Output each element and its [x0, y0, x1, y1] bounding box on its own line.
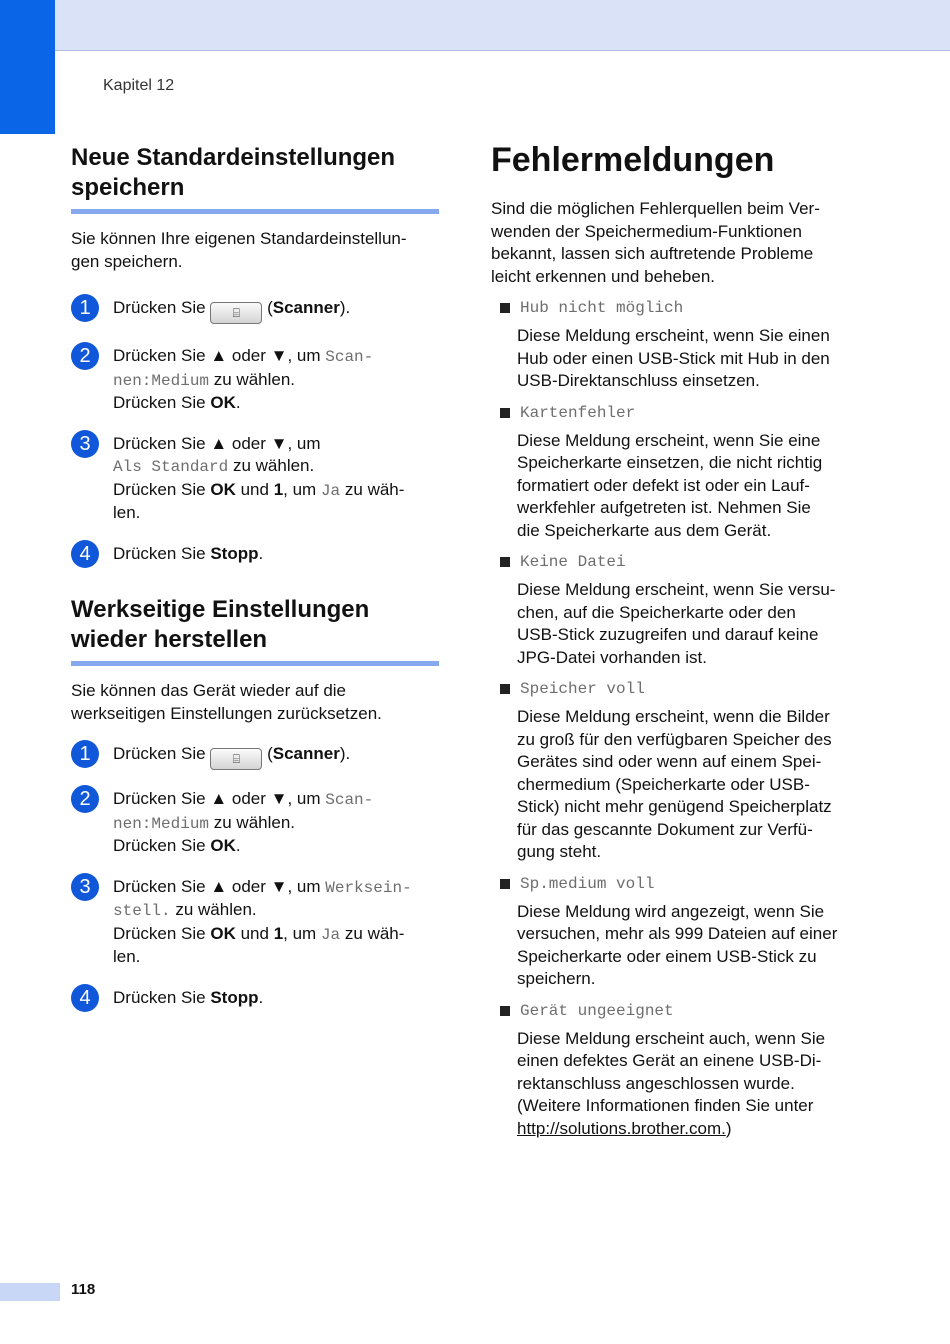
step-number-badge: 1	[71, 740, 99, 768]
error-code-row	[491, 296, 871, 320]
square-bullet-icon	[500, 557, 510, 567]
step-number-badge: 1	[71, 294, 99, 322]
footer-bar	[0, 1283, 60, 1301]
error-code: Gerät ungeeignet	[520, 1001, 674, 1020]
step-4: 4 Drücken Sie Stopp.	[71, 987, 439, 1010]
error-code: Speicher voll	[520, 680, 645, 698]
chapter-label: Kapitel 12	[103, 77, 175, 94]
error-code: Sp.medium voll	[520, 874, 655, 893]
section-save-defaults	[71, 143, 439, 565]
error-description: Diese Meldung erscheint auch, wenn Sie einen defektes Gerät an einene USB-Di- rektanschluss angeschlossen wurde. (Weitere Informationen finden Sie unter http://solutions.brother.com.)	[517, 1028, 826, 1138]
error-code: Keine Datei	[520, 553, 626, 571]
error-description: Diese Meldung wird angezeigt, wenn Sie versuchen, mehr als 999 Dateien auf einer Speicherkarte oder einem USB-Stick zu speichern.	[517, 901, 838, 988]
step-4: 4 Drücken Sie Stopp.	[71, 543, 439, 566]
section-intro: Sie können das Gerät wieder auf die werkseitigen Einstellungen zurücksetzen.	[71, 681, 382, 723]
step-number-badge: 2	[71, 785, 99, 813]
section-intro: Sie können Ihre eigenen Standardeinstellun- gen speichern.	[71, 229, 407, 271]
error-code: Hub nicht möglich	[520, 299, 684, 317]
step-3: 3 Drücken Sie ▲ oder ▼, um Als Standard zu wählen. Drücken Sie OK und 1, um Ja zu wäh- len.	[71, 433, 439, 525]
square-bullet-icon	[500, 408, 510, 418]
left-column	[71, 143, 439, 1009]
square-bullet-icon	[500, 879, 510, 889]
section-rule	[71, 209, 439, 214]
error-code-row	[491, 677, 871, 701]
error-item	[491, 999, 871, 1141]
error-description: Diese Meldung erscheint, wenn die Bilder zu groß für den verfügbaren Speicher des Gerätes sind oder wenn auf einem Spei- chermedium (Speicherkarte oder USB- Stick) nicht mehr genügend Speicherplatz für das gescannte Dokument zur Verfü- gung steht.	[517, 707, 832, 861]
chapter-tab	[0, 0, 55, 134]
support-link[interactable]: http://solutions.brother.com.	[517, 1118, 726, 1138]
section-factory-reset	[71, 595, 439, 1009]
step-1: 1 Drücken Sie ⌸ (Scanner).	[71, 743, 439, 770]
square-bullet-icon	[500, 684, 510, 694]
error-item	[491, 872, 871, 991]
error-item	[491, 296, 871, 393]
square-bullet-icon	[500, 303, 510, 313]
right-column	[491, 140, 871, 1140]
error-code-row	[491, 550, 871, 574]
step-2: 2 Drücken Sie ▲ oder ▼, um Scan- nen:Medium zu wählen. Drücken Sie OK.	[71, 345, 439, 415]
step-number-badge: 4	[71, 984, 99, 1012]
error-code-row	[491, 999, 871, 1023]
error-item	[491, 401, 871, 543]
square-bullet-icon	[500, 1006, 510, 1016]
error-code-row	[491, 401, 871, 425]
step-number-badge: 3	[71, 873, 99, 901]
error-description: Diese Meldung erscheint, wenn Sie einen Hub oder einen USB-Stick mit Hub in den USB-Direktanschluss einsetzen.	[517, 326, 830, 390]
scanner-key-icon: ⌸	[210, 748, 262, 770]
section-rule	[71, 661, 439, 666]
section-title: Werkseitige Einstellungen wieder herstellen	[71, 596, 370, 653]
page-number: 118	[71, 1281, 96, 1298]
step-2: 2 Drücken Sie ▲ oder ▼, um Scan- nen:Medium zu wählen. Drücken Sie OK.	[71, 788, 439, 858]
step-1: 1 Drücken Sie ⌸ (Scanner).	[71, 297, 439, 324]
errors-title: Fehlermeldungen	[491, 141, 775, 179]
step-number-badge: 3	[71, 430, 99, 458]
errors-intro: Sind die möglichen Fehlerquellen beim Ver- wenden der Speichermedium-Funktionen bekannt, lassen sich auftretende Probleme leicht erkennen und beheben.	[491, 199, 820, 286]
step-number-badge: 4	[71, 540, 99, 568]
error-code-row	[491, 872, 871, 896]
error-item	[491, 677, 871, 864]
step-3: 3 Drücken Sie ▲ oder ▼, um Werksein- stell. zu wählen. Drücken Sie OK und 1, um Ja zu wäh- len.	[71, 876, 439, 969]
error-code: Kartenfehler	[520, 403, 636, 422]
section-title: Neue Standardeinstellungen speichern	[71, 144, 396, 201]
error-list	[491, 296, 871, 1140]
step-number-badge: 2	[71, 342, 99, 370]
header-band	[0, 0, 950, 51]
error-description: Diese Meldung erscheint, wenn Sie versu- chen, auf die Speicherkarte oder den USB-Stick zuzugreifen und darauf keine JPG-Datei vorhanden ist.	[517, 580, 836, 667]
error-description: Diese Meldung erscheint, wenn Sie eine Speicherkarte einsetzen, die nicht richtig formatiert oder defekt ist oder ein Lauf- werkfehler aufgetreten ist. Nehmen Sie die Speicherkarte aus dem Gerät.	[517, 430, 823, 540]
error-item	[491, 550, 871, 669]
scanner-key-icon: ⌸	[210, 302, 262, 324]
